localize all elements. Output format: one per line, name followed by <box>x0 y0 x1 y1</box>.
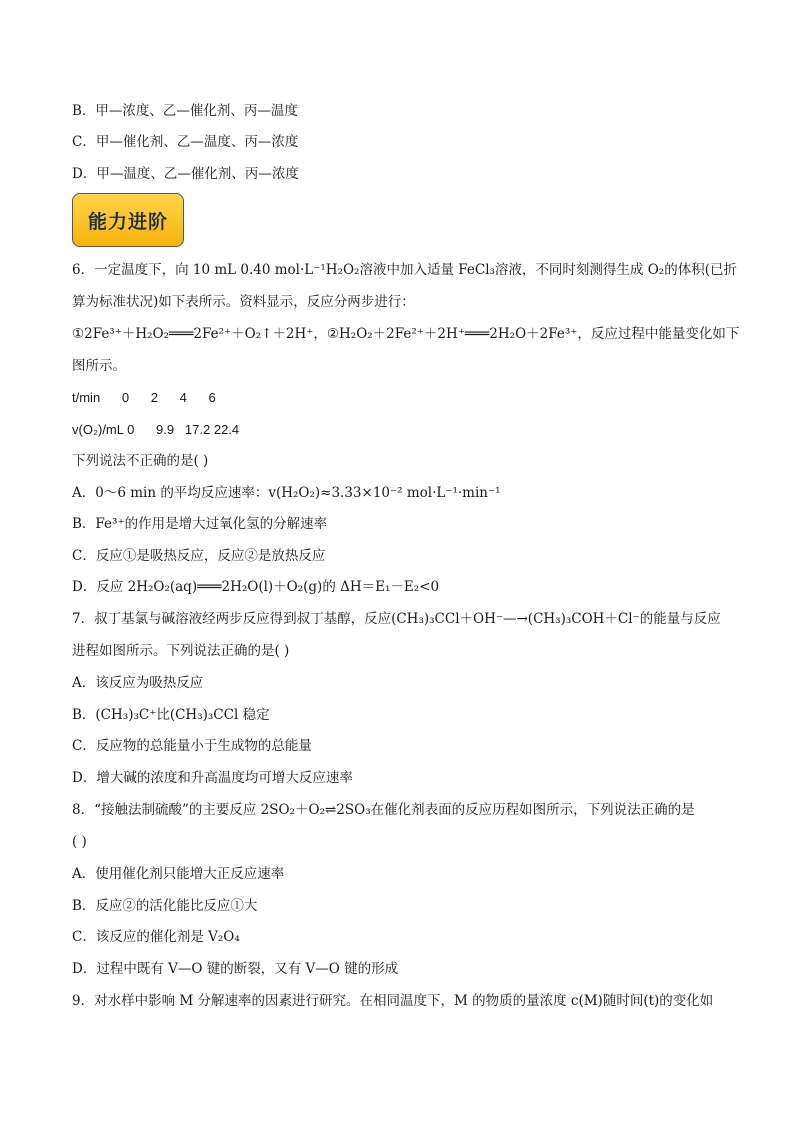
q8-option-a: A．使用催化剂只能增大正反应速率 <box>72 866 285 882</box>
q6-line1: 6．一定温度下，向 10 mL 0.40 mol·L⁻¹H₂O₂溶液中加入适量 FeCl₃溶液，不同时刻测得生成 O₂的体积(已折 <box>72 262 737 278</box>
q8-line1: 8．“接触法制硫酸”的主要反应 2SO₂＋O₂⇌2SO₃在催化剂表面的反应历程如图所示，下列说法正确的是 <box>72 802 695 818</box>
q6-line3: ①2Fe³⁺＋H₂O₂═══2Fe²⁺＋O₂↑＋2H⁺，②H₂O₂＋2Fe²⁺＋2H⁺═══2H₂O＋2Fe³⁺，反应过程中能量变化如下 <box>72 326 740 342</box>
q6-line2: 算为标准状况)如下表所示。资料显示，反应分两步进行： <box>72 294 415 310</box>
q6-option-d: D．反应 2H₂O₂(aq)═══2H₂O(l)＋O₂(g)的 ΔH＝E₁－E₂<0 <box>72 579 440 595</box>
q6-table-row2: v(O₂)/mL 0 9.9 17.2 22.4 <box>72 422 240 437</box>
q6-stem: 下列说法不正确的是( ) <box>72 453 209 469</box>
q7-line1: 7．叔丁基氯与碱溶液经两步反应得到叔丁基醇，反应(CH₃)₃CCl＋OH⁻—→(CH₃)₃COH＋Cl⁻的能量与反应 <box>72 611 721 627</box>
q7-option-d: D．增大碱的浓度和升高温度均可增大反应速率 <box>72 770 353 786</box>
q8-line2: ( ) <box>72 834 87 850</box>
option-d-prev: D．甲—温度、乙—催化剂、丙—浓度 <box>72 166 299 182</box>
q7-option-b: B．(CH₃)₃C⁺比(CH₃)₃CCl 稳定 <box>72 707 270 723</box>
q7-option-a: A．该反应为吸热反应 <box>72 675 204 691</box>
q6-option-c: C．反应①是吸热反应，反应②是放热反应 <box>72 548 326 564</box>
q6-option-a: A．0～6 min 的平均反应速率：v(H₂O₂)≈3.33×10⁻² mol·L⁻¹·min⁻¹ <box>72 485 501 501</box>
q6-table-row1: t/min 0 2 4 6 <box>72 390 216 405</box>
q8-option-c: C．该反应的催化剂是 V₂O₄ <box>72 929 240 945</box>
section-badge: 能力进阶 <box>72 193 184 247</box>
q6-line4: 图所示。 <box>72 358 126 374</box>
option-b-prev: B．甲—浓度、乙—催化剂、丙—温度 <box>72 103 298 119</box>
q6-option-b: B．Fe³⁺的作用是增大过氧化氢的分解速率 <box>72 516 328 532</box>
q8-option-d: D．过程中既有 V—O 键的断裂，又有 V—O 键的形成 <box>72 961 399 977</box>
q9-line1: 9．对水样中影响 M 分解速率的因素进行研究。在相同温度下，M 的物质的量浓度 c(M)随时间(t)的变化如 <box>72 993 714 1009</box>
q7-option-c: C．反应物的总能量小于生成物的总能量 <box>72 738 312 754</box>
q7-line2: 进程如图所示。下列说法正确的是( ) <box>72 643 290 659</box>
q8-option-b: B．反应②的活化能比反应①大 <box>72 898 258 914</box>
option-c-prev: C．甲—催化剂、乙—温度、丙—浓度 <box>72 134 299 150</box>
